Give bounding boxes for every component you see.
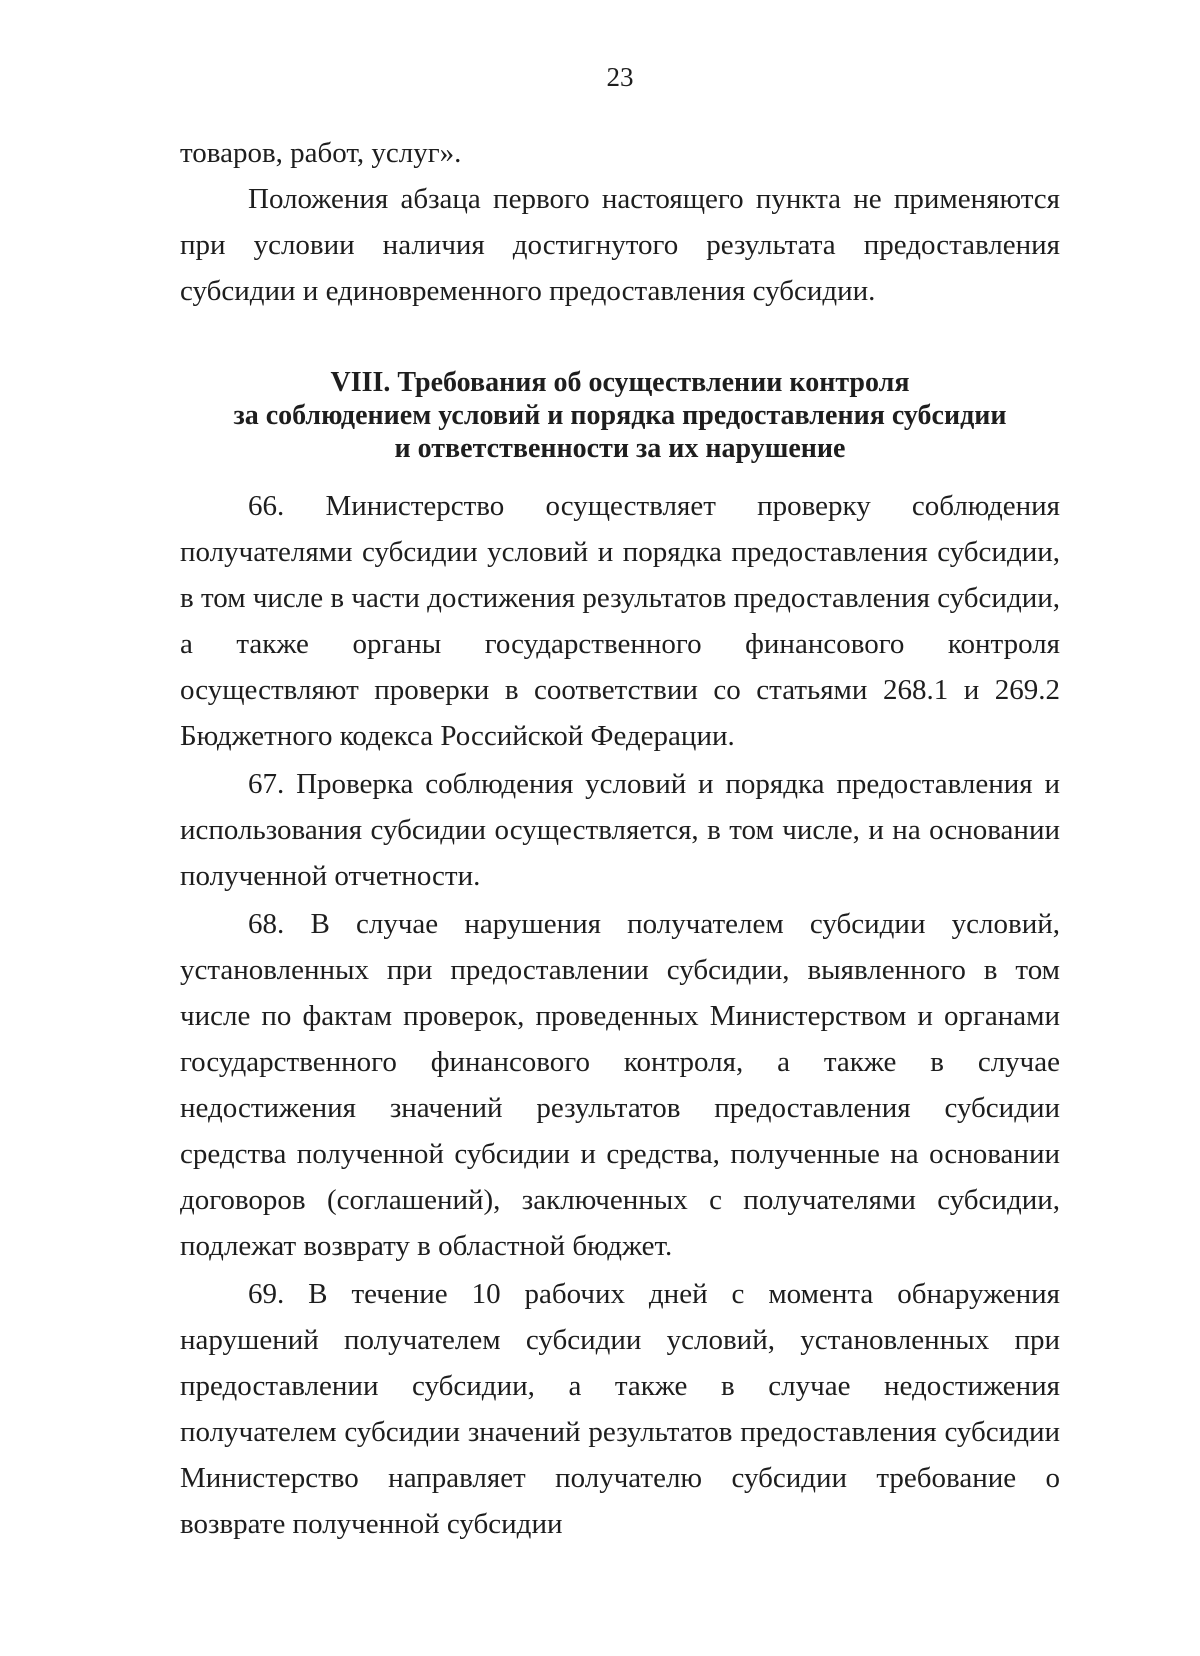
document-body xyxy=(180,130,1060,1547)
section-heading-line: и ответственности за их нарушение xyxy=(394,433,846,464)
item-69: 69. В течение 10 рабочих дней с момента обнаружения нарушений получателем субсидии условий, установленных при предоставлении субсидии, а также в случае недостижения получателем субсидии значений результатов предоставления субсидии Министерство направляет получателю субсидии требование о возврате полученной субсидии xyxy=(180,1278,1060,1540)
paragraph-continuation: товаров, работ, услуг». xyxy=(180,137,462,169)
item-68: 68. В случае нарушения получателем субсидии условий, установленных при предоставлении субсидии, выявленного в том числе по фактам проверок, проведенных Министерством и органами государственного финансового контроля, а также в случае недостижения значений результатов предоставления субсидии средства полученной субсидии и средства, полученные на основании договоров (соглашений), заключенных с получателями субсидии, подлежат возврату в областной бюджет. xyxy=(180,908,1060,1262)
section-heading xyxy=(180,366,1060,465)
item-67: 67. Проверка соблюдения условий и порядка предоставления и использования субсидии осуществляется, в том числе, и на основании полученной отчетности. xyxy=(180,768,1060,892)
page-number: 23 xyxy=(606,62,634,92)
paragraph-provisions: Положения абзаца первого настоящего пункта не применяются при условии наличия достигнутого результата предоставления субсидии и единовременного предоставления субсидии. xyxy=(180,183,1060,307)
item-66: 66. Министерство осуществляет проверку соблюдения получателями субсидии условий и порядка предоставления субсидии, в том числе в части достижения результатов предоставления субсидии, а также органы государственного финансового контроля осуществляют проверки в соответствии со статьями 268.1 и 269.2 Бюджетного кодекса Российской Федерации. xyxy=(180,490,1060,752)
section-heading-line: за соблюдением условий и порядка предоставления субсидии xyxy=(233,400,1007,431)
section-heading-line: VIII. Требования об осуществлении контроля xyxy=(330,367,910,398)
